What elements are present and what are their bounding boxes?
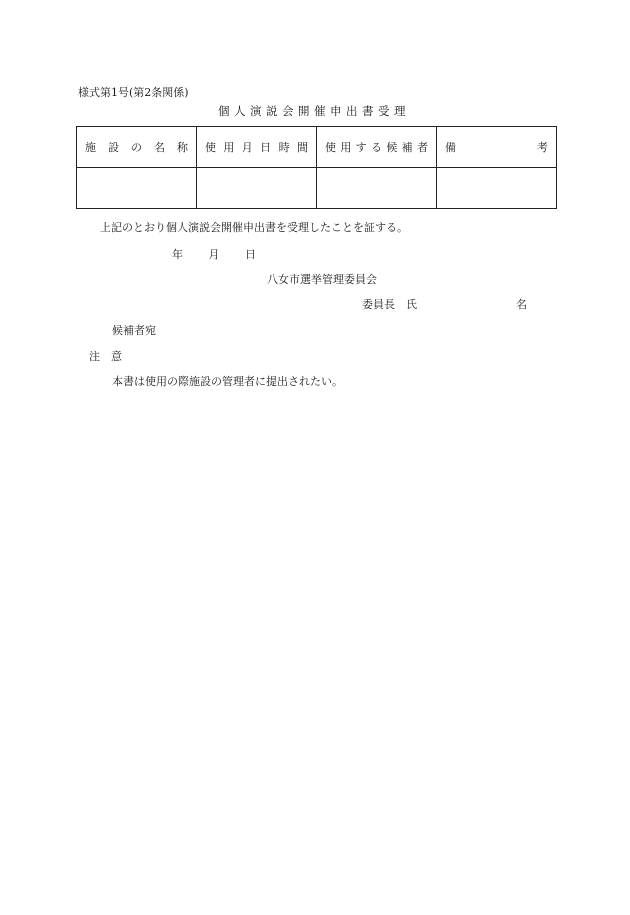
notice-heading: 注 意 [89, 350, 122, 363]
header-char: 用 [340, 141, 352, 154]
header-char: 備 [445, 141, 456, 154]
header-char: 考 [537, 141, 548, 154]
header-char: 使 [205, 141, 216, 154]
header-char: 補 [401, 141, 413, 154]
table-row [77, 168, 557, 209]
header-usage-datetime [197, 127, 317, 168]
header-remarks [437, 127, 557, 168]
reception-table [76, 126, 557, 209]
header-char: 称 [177, 141, 188, 154]
notice-text: 本書は使用の際施設の管理者に提出されたい。 [112, 375, 343, 388]
header-char: 間 [296, 141, 308, 154]
header-char: 日 [260, 141, 272, 154]
header-char: 名 [154, 141, 165, 154]
chairman-name-suffix: 名 [516, 298, 527, 311]
table-header-row [77, 127, 557, 168]
date-year: 年 [172, 248, 183, 261]
header-char: 候 [386, 141, 398, 154]
date-line [172, 246, 278, 262]
addressee: 候補者宛 [112, 324, 156, 337]
cell-usage-datetime [197, 168, 317, 209]
cell-facility-name [77, 168, 197, 209]
header-char: 月 [241, 141, 253, 154]
header-char: の [131, 141, 142, 154]
cell-candidate [317, 168, 437, 209]
committee-name: 八女市選挙管理委員会 [267, 273, 377, 286]
cell-remarks [437, 168, 557, 209]
date-month: 月 [208, 248, 220, 261]
header-char: 設 [108, 141, 119, 154]
header-char: す [355, 141, 367, 154]
header-char: 使 [325, 141, 336, 154]
header-char: 時 [278, 141, 290, 154]
header-facility-name [77, 127, 197, 168]
header-char: 用 [223, 141, 235, 154]
header-char: る [370, 141, 382, 154]
header-char: 施 [85, 141, 96, 154]
form-number: 様式第1号(第2条関係) [78, 86, 189, 99]
certification-text: 上記のとおり個人演説会開催申出書を受理したことを証する。 [100, 221, 408, 234]
document-title: 個人演説会開催申出書受理 [218, 104, 410, 118]
chairman-title: 委員長 氏 [362, 298, 417, 311]
header-candidate [317, 127, 437, 168]
header-char: 者 [416, 141, 428, 154]
date-day: 日 [245, 248, 256, 261]
